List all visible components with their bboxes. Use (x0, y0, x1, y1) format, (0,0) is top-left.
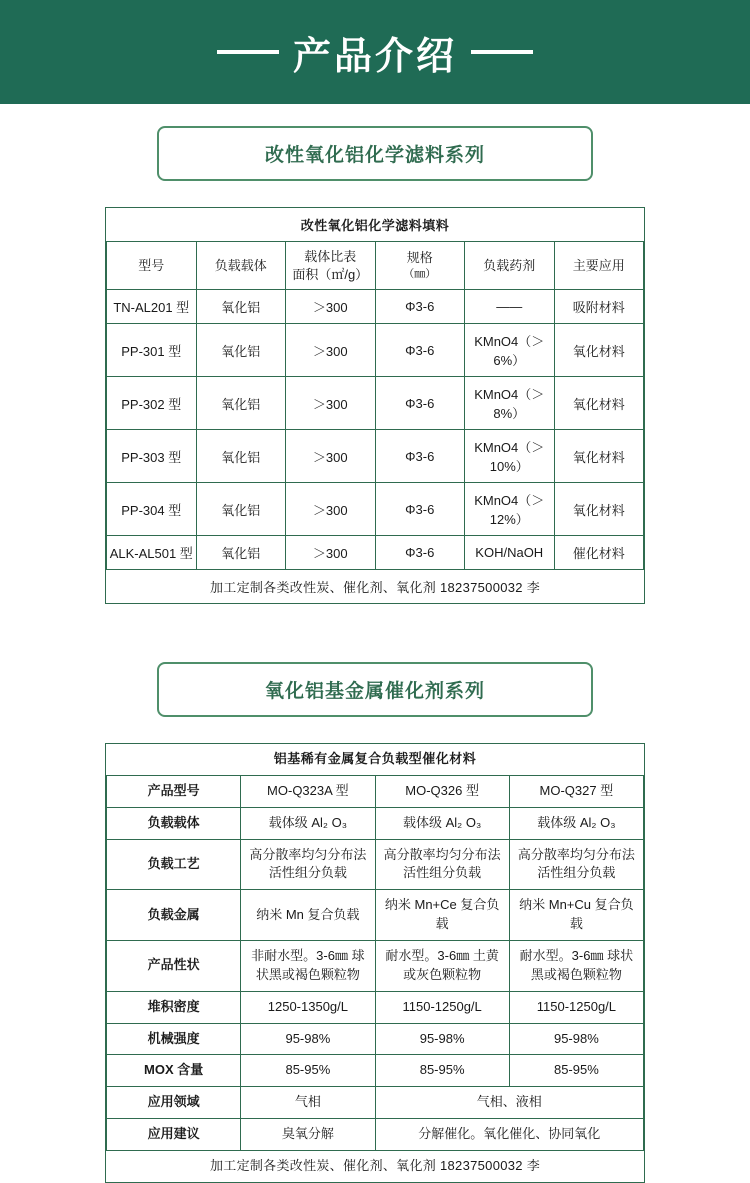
cell-value: 85-95% (375, 1055, 509, 1087)
table-row (107, 324, 644, 377)
row-label: 堆积密度 (107, 991, 241, 1023)
cell-value: 85-95% (509, 1055, 643, 1087)
table-row (107, 1087, 644, 1119)
cell-application: 氧化材料 (554, 377, 644, 430)
cell-value: 95-98% (375, 1023, 509, 1055)
row-label: 应用领域 (107, 1087, 241, 1119)
table-footer-row (107, 1150, 644, 1181)
table-row (107, 941, 644, 992)
row-label: MOX 含量 (107, 1055, 241, 1087)
row-label: 负载金属 (107, 890, 241, 941)
cell-value: 气相 (241, 1087, 375, 1119)
cell-agent: KMnO4（＞10%） (465, 430, 555, 483)
cell-value: MO-Q327 型 (509, 775, 643, 807)
row-label: 产品型号 (107, 775, 241, 807)
cell-agent: KOH/NaOH (465, 536, 555, 570)
cell-value: 臭氧分解 (241, 1119, 375, 1151)
cell-carrier: 氧化铝 (196, 377, 286, 430)
header-model: 型号 (107, 242, 197, 290)
cell-carrier: 氧化铝 (196, 483, 286, 536)
cell-carrier: 氧化铝 (196, 290, 286, 324)
cell-application: 氧化材料 (554, 430, 644, 483)
section2-heading: 氧化铝基金属催化剂系列 (157, 662, 593, 717)
banner-inner (217, 25, 533, 80)
cell-application: 氧化材料 (554, 324, 644, 377)
cell-value: 高分散率均匀分布法活性组分负载 (375, 839, 509, 890)
cell-surface-area: ＞300 (286, 324, 376, 377)
cell-application: 氧化材料 (554, 483, 644, 536)
table-row (107, 290, 644, 324)
cell-spec: Φ3-6 (375, 377, 465, 430)
filter-media-table-caption: 改性氧化铝化学滤料填料 (107, 208, 644, 242)
table-footer-row (107, 570, 644, 604)
cell-model: TN-AL201 型 (107, 290, 197, 324)
banner-right-rule (471, 50, 533, 54)
header-spec-line1: 规格 (406, 250, 433, 266)
table-header-row (107, 242, 644, 290)
cell-value: 载体级 Al₂ O₃ (509, 807, 643, 839)
cell-application: 催化材料 (554, 536, 644, 570)
cell-value: 95-98% (509, 1023, 643, 1055)
cell-surface-area: ＞300 (286, 536, 376, 570)
cell-spec: Φ3-6 (375, 324, 465, 377)
cell-agent: KMnO4（＞6%） (465, 324, 555, 377)
header-spec-line2: （㎜） (403, 267, 437, 280)
cell-value: 非耐水型。3-6㎜ 球状黑或褐色颗粒物 (241, 941, 375, 992)
cell-model: PP-301 型 (107, 324, 197, 377)
cell-surface-area: ＞300 (286, 377, 376, 430)
table-row (107, 775, 644, 807)
cell-model: PP-303 型 (107, 430, 197, 483)
cell-value: 载体级 Al₂ O₃ (375, 807, 509, 839)
cell-agent: KMnO4（＞12%） (465, 483, 555, 536)
cell-value: 高分散率均匀分布法活性组分负载 (241, 839, 375, 890)
cell-value: 1150-1250g/L (375, 991, 509, 1023)
header-surface-area-line2: 面积（㎡/g） (292, 266, 369, 282)
table-row (107, 1023, 644, 1055)
table-row (107, 890, 644, 941)
cell-agent: KMnO4（＞8%） (465, 377, 555, 430)
cell-value: 1150-1250g/L (509, 991, 643, 1023)
cell-value: 耐水型。3-6㎜ 球状黑或褐色颗粒物 (509, 941, 643, 992)
cell-value: MO-Q326 型 (375, 775, 509, 807)
table-row (107, 1119, 644, 1151)
filter-media-table-footer: 加工定制各类改性炭、催化剂、氧化剂 18237500032 李 (107, 570, 644, 604)
cell-value: 95-98% (241, 1023, 375, 1055)
row-label: 应用建议 (107, 1119, 241, 1151)
page-title: 产品介绍 (292, 33, 457, 78)
cell-surface-area: ＞300 (286, 430, 376, 483)
header-surface-area-line1: 载体比表 (304, 249, 357, 264)
table-caption-row (107, 744, 644, 775)
cell-value: 85-95% (241, 1055, 375, 1087)
table-row (107, 1055, 644, 1087)
header-surface-area (286, 242, 376, 290)
table-row (107, 430, 644, 483)
row-label: 负载载体 (107, 807, 241, 839)
catalyst-table-footer: 加工定制各类改性炭、催化剂、氧化剂 18237500032 李 (107, 1150, 644, 1181)
filter-media-table (106, 208, 644, 603)
page-banner (0, 0, 750, 104)
cell-carrier: 氧化铝 (196, 324, 286, 377)
table-row (107, 377, 644, 430)
header-spec (375, 242, 465, 290)
cell-carrier: 氧化铝 (196, 536, 286, 570)
header-application: 主要应用 (554, 242, 644, 290)
cell-spec: Φ3-6 (375, 290, 465, 324)
header-carrier: 负载载体 (196, 242, 286, 290)
table-caption-row (107, 208, 644, 242)
cell-value: 纳米 Mn+Ce 复合负载 (375, 890, 509, 941)
section1-heading-wrap (0, 126, 750, 181)
table-row (107, 536, 644, 570)
cell-value: 气相、液相 (375, 1087, 644, 1119)
row-label: 机械强度 (107, 1023, 241, 1055)
cell-application: 吸附材料 (554, 290, 644, 324)
cell-surface-area: ＞300 (286, 290, 376, 324)
cell-value: 耐水型。3-6㎜ 土黄或灰色颗粒物 (375, 941, 509, 992)
row-label: 负载工艺 (107, 839, 241, 890)
cell-model: PP-302 型 (107, 377, 197, 430)
catalyst-table-caption: 铝基稀有金属复合负载型催化材料 (107, 744, 644, 775)
cell-model: ALK-AL501 型 (107, 536, 197, 570)
cell-spec: Φ3-6 (375, 483, 465, 536)
filter-media-table-block (105, 207, 645, 604)
cell-spec: Φ3-6 (375, 430, 465, 483)
banner-left-rule (217, 50, 279, 54)
cell-value: 纳米 Mn+Cu 复合负载 (509, 890, 643, 941)
cell-value: MO-Q323A 型 (241, 775, 375, 807)
row-label: 产品性状 (107, 941, 241, 992)
cell-surface-area: ＞300 (286, 483, 376, 536)
table-row (107, 483, 644, 536)
table-row (107, 839, 644, 890)
cell-value: 载体级 Al₂ O₃ (241, 807, 375, 839)
header-agent: 负载药剂 (465, 242, 555, 290)
section2-heading-wrap (0, 662, 750, 717)
section1-heading: 改性氧化铝化学滤料系列 (157, 126, 593, 181)
cell-model: PP-304 型 (107, 483, 197, 536)
cell-agent: —— (465, 290, 555, 324)
cell-value: 纳米 Mn 复合负载 (241, 890, 375, 941)
catalyst-table-block (105, 743, 645, 1183)
cell-value: 1250-1350g/L (241, 991, 375, 1023)
cell-value: 分解催化。氧化催化、协同氧化 (375, 1119, 644, 1151)
table-row (107, 991, 644, 1023)
table-row (107, 807, 644, 839)
cell-carrier: 氧化铝 (196, 430, 286, 483)
cell-spec: Φ3-6 (375, 536, 465, 570)
cell-value: 高分散率均匀分布法活性组分负载 (509, 839, 643, 890)
catalyst-table (106, 744, 644, 1182)
